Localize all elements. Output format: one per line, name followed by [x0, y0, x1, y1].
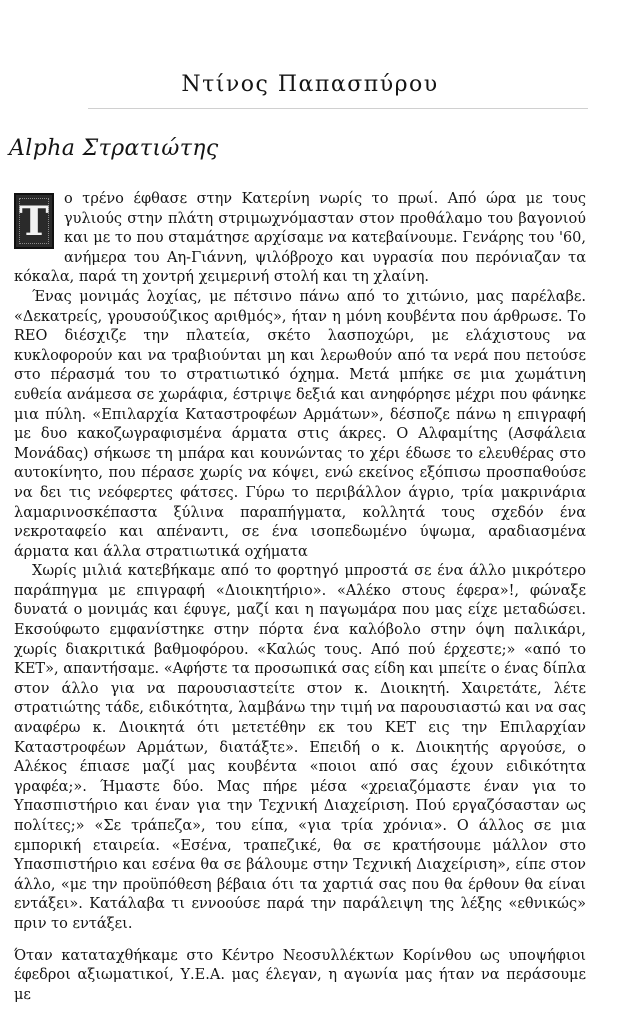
- author-name: Ντίνος Παπασπύρου: [181, 72, 439, 97]
- paragraph-3: Χωρίς μιλιά κατεβήκαμε από το φορτηγό μπροστά σε ένα άλλο μικρότερο παράπηγμα με επιγραφή «Διοικητήριο». «Αλέκο στους έφερα»!, φώναξε δυνατά ο μονιμάς και έφυγε, μαζί και η παγωμάρα που μας είχε μεταδώσει. Εκσούφωτο εμφανίστηκε στην πόρτα ένα καλόβολο στην όψη παλικάρι, χωρίς διακριτικά βαθμοφόρου. «Καλώς τους. Από πού έρχεστε;» «από το ΚΕΤ», απαντήσαμε. «Αφήστε τα προσωπικά σας είδη και μπείτε ο ένας δίπλα στον άλλο για να παρουσιαστείτε στον κ. Διοικητή. Χαιρετάτε, λέτε στρατιώτης τάδε, ειδικότητα, λαμβάνω την τιμή να παρουσιαστώ και να σας αναφέρω κ. Διοικητά ότι μετετέθην εκ του ΚΕΤ εις την Επιλαρχίαν Καταστροφέων Αρμάτων, διατάξτε». Επειδή ο κ. Διοικητής αργούσε, ο Αλέκος έπιασε μαζί μας κουβέντα «ποιοι από σας έχουν ειδικότητα γραφέα;». Ήμαστε δύο. Μας πήρε μέσα «χρειαζόμαστε έναν για το Υπασπιστήριο και έναν για την Τεχνική Διαχείριση. Πού εργαζόσασταν ως πολίτες;» «Σε τράπεζα», του είπα, «για τρία χρόνια». Ο άλλος σε μια εμπορική εταιρεία. «Εσένα, τραπεζικέ, θα σε κρατήσουμε μάλλον στο Υπασπιστήριο και εσένα θα σε βάλουμε στην Τεχνική Διαχείριση», είπε στον άλλο, «με την προϋπόθεση βέβαια ότι τα χαρτιά σας που θα έρθουν θα είναι εντάξει». Κατάλαβα τι εννοούσε παρά την παράλειψη της λέξης «εθνικώς» πριν το εντάξει.: [14, 563, 586, 932]
- story-title: Alpha Στρατιώτης: [9, 136, 219, 161]
- header-rule: [88, 108, 588, 109]
- paragraph-4: Όταν καταταχθήκαμε στο Κέντρο Νεοσυλλέκτων Κορίνθου ως υποψήφιοι έφεδροι αξιωματικοί, Υ.Ε.Α. μας έλεγαν, η αγωνία μας ήταν να περάσουμε με: [14, 947, 586, 1003]
- story-body: [14, 190, 586, 1005]
- paragraph-1: [14, 190, 586, 288]
- dropcap-letter: Τ: [19, 198, 49, 245]
- paragraph-2: Ένας μονιμάς λοχίας, με πέτσινο πάνω από το χιτώνιο, μας παρέλαβε. «Δεκατρείς, γρουσούζικος αριθμός», ήταν η μόνη κουβέντα που άρθρωσε. Το REO διέσχιζε την πλατεία, σκέτο λασποχώρι, με ελάχιστους να κυκλοφορούν και να τραβιούνται μη και λερωθούν από τα νερά που πετούσε στο πέρασμά του το στρατιωτικό όχημα. Μετά μπήκε σε μια χωμάτινη ευθεία ανάμεσα σε χωράφια, έστριψε δεξιά και ανηφόρησε μέχρι που φάνηκε μια πύλη. «Επιλαρχία Καταστροφέων Αρμάτων», δέσποζε πάνω η επιγραφή με δυο κακοζωγραφισμένα άρματα στις άκρες. Ο Αλφαμίτης (Ασφάλεια Μονάδας) σήκωσε τη μπάρα και κουνώντας το χέρι έδωσε το ελευθέρας στο αυτοκίνητο, που πέρασε χωρίς να κόψει, ενώ εκείνος εξόπισω προσπαθούσε να δει τις νεόφερτες φάτσες. Γύρω το περιβάλλον άγριο, τρία μακρινάρια λαμαρινοσκέπαστα ξύλινα παραπήγματα, κολλητά τους σχεδόν ένα νεκροταφείο και απέναντι, σε ένα ισοπεδωμένο ύψωμα, αραδιασμένα άρματα και άλλα στρατιωτικά οχήματα: [14, 288, 586, 560]
- dropcap-ornament: [14, 193, 54, 249]
- paragraph-1-text: ο τρένο έφθασε στην Κατερίνη νωρίς το πρωί. Από ώρα με τους γυλιούς στην πλάτη στριμωχνόμασταν στον προθάλαμο του βαγονιού και με το που σταμάτησε αρχίσαμε να κατεβαίνουμε. Γενάρης του '60, ανήμερα του Αη-Γιάννη, ψιλόβροχο και υγρασία που περόνιαζαν τα κόκαλα, παρά τη χοντρή χειμερινή στολή και τη χλαίνη.: [14, 191, 586, 286]
